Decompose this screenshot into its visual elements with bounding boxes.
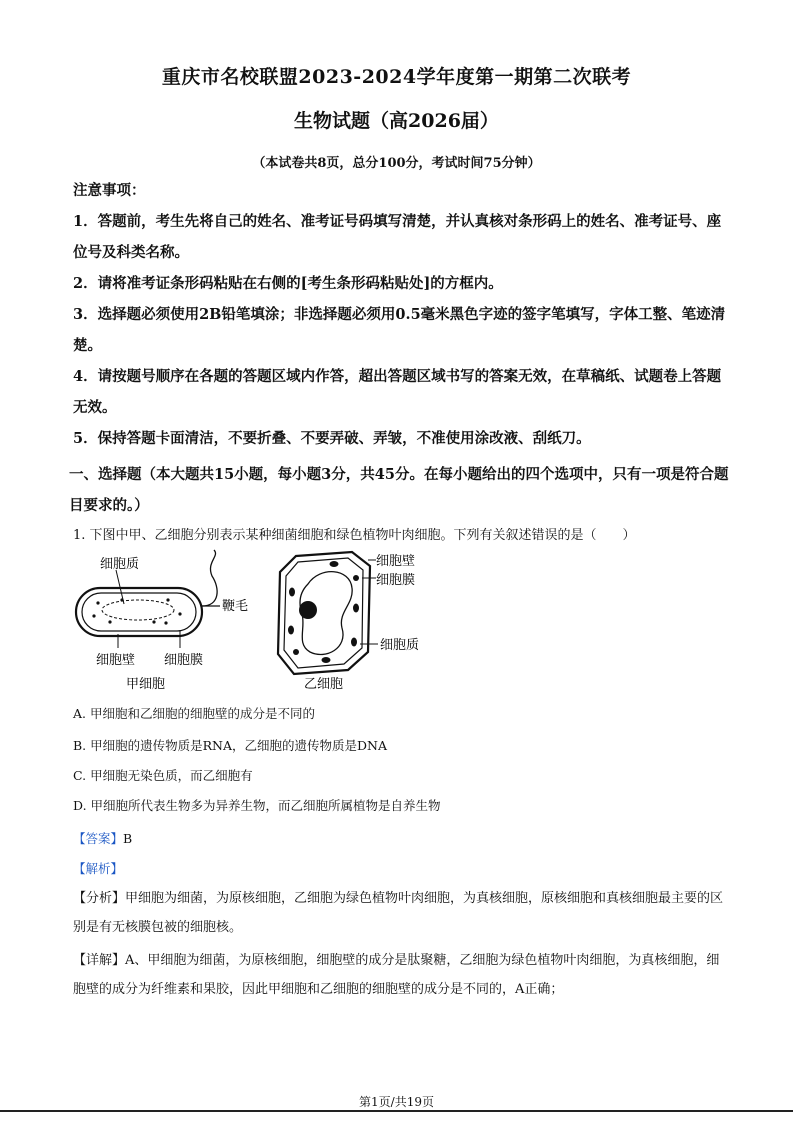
- caption-a: 甲细胞: [126, 677, 166, 692]
- bacterium-cell-drawing: [76, 550, 220, 648]
- analysis-text: 甲细胞为细菌，为原核细胞，乙细胞为绿色植物叶肉细胞，为真核细胞，原核细胞和真核细胞最主要的区别是有无核膜包被的细胞核。: [73, 891, 724, 935]
- detail-paragraph: [73, 946, 728, 1004]
- plant-cell-drawing: [278, 552, 378, 674]
- answer-line: [73, 829, 132, 847]
- notice-item-5: 5．保持答题卡面清洁，不要折叠、不要弄破、弄皱，不准使用涂改液、刮纸刀。: [73, 430, 591, 447]
- notice-item-2: 2．请将准考证条形码粘贴在右侧的[考生条形码粘贴处]的方框内。: [73, 275, 503, 292]
- analysis-tag: 【解析】: [73, 861, 124, 876]
- detail-label: 【详解】: [73, 953, 126, 968]
- notice-item-3: 3．选择题必须使用2B铅笔填涂；非选择题必须用0.5毫米黑色字迹的签字笔填写，字体工整、笔迹清楚。: [73, 306, 726, 354]
- label-b-wall: 细胞壁: [376, 554, 416, 569]
- label-a-flagellum: 鞭毛: [222, 599, 249, 614]
- footer-rule: [0, 1110, 793, 1112]
- analysis-label: 【分析】: [73, 891, 126, 906]
- label-a-wall: 细胞壁: [96, 653, 136, 668]
- analysis-paragraph: [73, 884, 728, 942]
- analysis-line: [73, 859, 123, 877]
- answer-value: B: [123, 831, 133, 846]
- notice-item-1: 1．答题前，考生先将自己的姓名、准考证号码填写清楚，并认真核对条形码上的姓名、准考证号、座位号及科类名称。: [73, 213, 722, 261]
- exam-subtitle: 生物试题（高2026届）: [294, 110, 499, 132]
- option-a: A. 甲细胞和乙细胞的细胞壁的成分是不同的: [73, 706, 315, 721]
- label-b-membrane: 细胞膜: [376, 573, 416, 588]
- label-a-cytoplasm: 细胞质: [100, 557, 140, 572]
- label-a-membrane: 细胞膜: [164, 653, 204, 668]
- cell-figure: [70, 548, 440, 698]
- label-b-cytoplasm: 细胞质: [380, 638, 420, 653]
- exam-title: 重庆市名校联盟2023-2024学年度第一期第二次联考: [161, 66, 632, 88]
- answer-tag: 【答案】: [73, 831, 124, 846]
- page-footer: 第1页/共19页: [359, 1095, 434, 1109]
- notice-item-4: 4．请按题号顺序在各题的答题区域内作答，超出答题区域书写的答案无效，在草稿纸、试题卷上答题无效。: [73, 368, 722, 416]
- exam-info: （本试卷共8页，总分100分，考试时间75分钟）: [252, 156, 541, 171]
- section-heading: 一、选择题（本大题共15小题，每小题3分，共45分。在每小题给出的四个选项中，只有一项是符合题目要求的。）: [69, 466, 729, 514]
- notice-heading: 注意事项：: [73, 182, 146, 199]
- caption-b: 乙细胞: [304, 677, 344, 692]
- option-b: B. 甲细胞的遗传物质是RNA，乙细胞的遗传物质是DNA: [73, 738, 387, 753]
- detail-text: A、甲细胞为细菌，为原核细胞，细胞壁的成分是肽聚糖，乙细胞为绿色植物叶肉细胞，为真核细胞，细胞壁的成分为纤维素和果胶，因此甲细胞和乙细胞的细胞壁的成分是不同的，A正确；: [73, 953, 720, 997]
- question-1-stem: 1. 下图中甲、乙细胞分别表示某种细菌细胞和绿色植物叶肉细胞。下列有关叙述错误的是（ ）: [73, 528, 636, 543]
- option-d: D. 甲细胞所代表生物多为异养生物，而乙细胞所属植物是自养生物: [73, 798, 441, 813]
- option-c: C. 甲细胞无染色质，而乙细胞有: [73, 768, 253, 783]
